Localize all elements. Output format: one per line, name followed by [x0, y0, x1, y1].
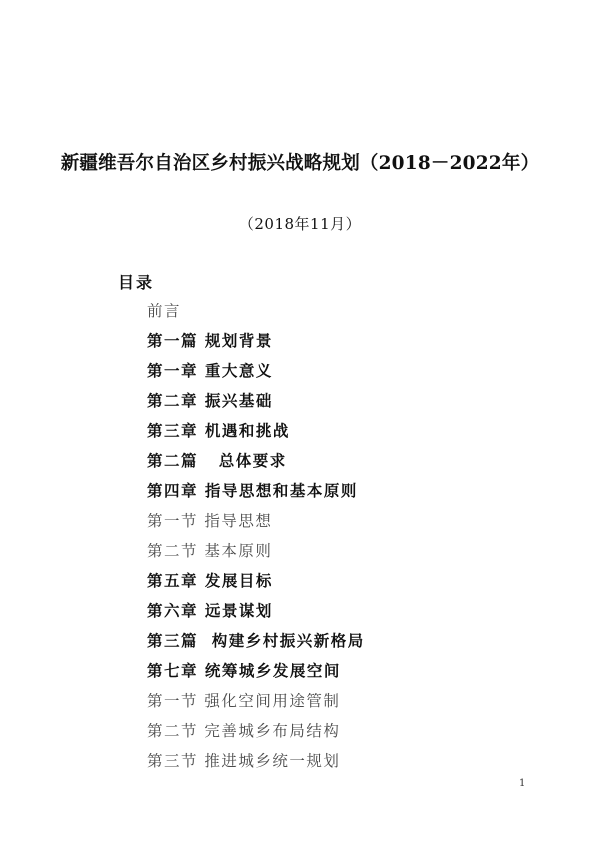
toc-item[interactable]: 第一节 指导思想: [147, 512, 273, 530]
toc-item[interactable]: 第三节 推进城乡统一规划: [147, 752, 341, 770]
toc-item[interactable]: 第一篇 规划背景: [147, 331, 273, 350]
toc-item[interactable]: 第一节 强化空间用途管制: [147, 692, 341, 710]
toc-item[interactable]: 第四章 指导思想和基本原则: [147, 481, 358, 500]
document-date: （2018年11月）: [238, 215, 362, 233]
toc-item[interactable]: 第一章 重大意义: [147, 361, 273, 380]
toc-item[interactable]: 第二节 基本原则: [147, 542, 273, 560]
toc-item[interactable]: 第七章 统筹城乡发展空间: [147, 661, 341, 680]
document-title: 新疆维吾尔自治区乡村振兴战略规划（2018－2022年）: [60, 153, 540, 174]
page-number: 1: [519, 778, 526, 789]
toc-item[interactable]: 第二章 振兴基础: [147, 391, 273, 410]
toc-item[interactable]: 前言: [147, 302, 182, 320]
toc-heading: 目录: [118, 273, 155, 292]
table-of-contents: [147, 296, 365, 776]
toc-item[interactable]: 第五章 发展目标: [147, 571, 273, 590]
toc-item[interactable]: 第三章 机遇和挑战: [147, 421, 290, 440]
toc-item[interactable]: 第六章 远景谋划: [147, 601, 273, 620]
toc-item[interactable]: 第二篇 总体要求: [147, 451, 287, 470]
toc-item[interactable]: 第三篇 构建乡村振兴新格局: [147, 631, 365, 650]
toc-item[interactable]: 第二节 完善城乡布局结构: [147, 722, 341, 740]
